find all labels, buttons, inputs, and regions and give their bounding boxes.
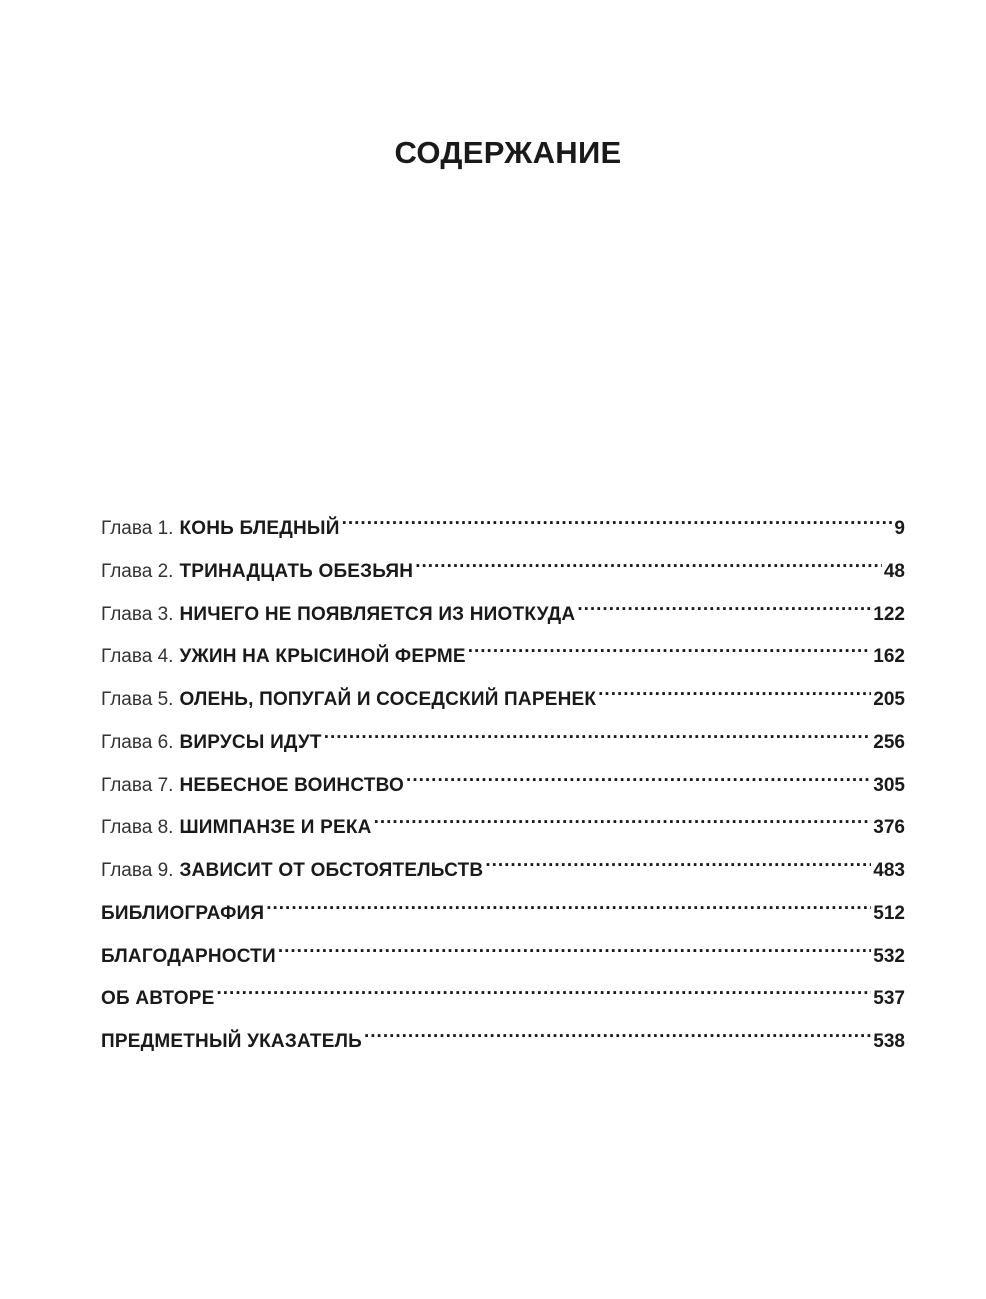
toc-entry-prefix: Глава 3. [101, 603, 174, 625]
toc-entry-title: ОЛЕНЬ, ПОПУГАЙ И СОСЕДСКИЙ ПАРЕНЕК [179, 689, 597, 710]
toc-entry-title: ВИРУСЫ ИДУТ [179, 731, 322, 753]
toc-entry-page-number: 305 [873, 774, 905, 796]
toc-entry-title: УЖИН НА КРЫСИНОЙ ФЕРМЕ [179, 646, 466, 668]
toc-dot-leader [364, 1013, 871, 1047]
toc-entry-prefix: Глава 5. [101, 689, 174, 710]
toc-entry-title: НИЧЕГО НЕ ПОЯВЛЯЕТСЯ ИЗ НИОТКУДА [179, 603, 576, 625]
toc-entry-page-number: 532 [873, 945, 905, 967]
toc-entry-chapter-4[interactable] [101, 628, 905, 671]
toc-entry-prefix: Глава 4. [101, 646, 174, 668]
toc-entry-chapter-6[interactable] [101, 714, 905, 757]
toc-entry-page-number: 256 [873, 731, 905, 753]
toc-entry-page-number: 122 [873, 603, 905, 625]
toc-dot-leader [217, 970, 872, 1004]
toc-entry-page-number: 48 [883, 560, 905, 582]
toc-dot-leader [374, 799, 872, 833]
toc-dot-leader [324, 714, 872, 748]
toc-entry-prefix: Глава 8. [101, 817, 174, 839]
toc-entry-title: ПРЕДМЕТНЫЙ УКАЗАТЕЛЬ [101, 1031, 362, 1052]
toc-entry-chapter-7[interactable] [101, 757, 905, 800]
toc-entry-page-number: 483 [873, 860, 905, 881]
toc-entry-prefix: Глава 9. [101, 860, 174, 881]
page-title: СОДЕРЖАНИЕ [394, 135, 622, 170]
toc-entry-chapter-8[interactable] [101, 799, 905, 842]
toc-entry-prefix: Глава 7. [101, 774, 174, 796]
table-of-contents [101, 500, 905, 1056]
toc-entry-title: НЕБЕСНОЕ ВОИНСТВО [179, 774, 405, 796]
toc-entry-title: ОБ АВТОРЕ [101, 988, 215, 1010]
toc-entry-page-number: 376 [873, 817, 905, 839]
toc-dot-leader [468, 628, 872, 662]
toc-entry-bibliography[interactable] [101, 885, 905, 928]
toc-dot-leader [577, 586, 871, 620]
toc-entry-chapter-5[interactable] [101, 671, 905, 714]
toc-entry-subject-index[interactable] [101, 1013, 905, 1056]
toc-entry-prefix: Глава 2. [101, 560, 174, 582]
toc-entry-about-author[interactable] [101, 970, 905, 1013]
toc-entry-chapter-2[interactable] [101, 543, 905, 586]
toc-dot-leader [406, 757, 871, 791]
toc-dot-leader [266, 885, 871, 919]
toc-entry-title: ТРИНАДЦАТЬ ОБЕЗЬЯН [179, 560, 414, 582]
toc-entry-acknowledgements[interactable] [101, 928, 905, 971]
toc-entry-prefix: Глава 6. [101, 731, 174, 753]
toc-entry-title: КОНЬ БЛЕДНЫЙ [179, 518, 340, 539]
toc-dot-leader [598, 671, 871, 705]
toc-entry-title: БЛАГОДАРНОСТИ [101, 945, 276, 967]
toc-dot-leader [278, 928, 871, 962]
toc-entry-prefix: Глава 1. [101, 518, 174, 539]
toc-dot-leader [342, 500, 893, 534]
toc-entry-page-number: 9 [894, 518, 905, 539]
toc-entry-title: ШИМПАНЗЕ И РЕКА [179, 817, 372, 839]
toc-entry-page-number: 205 [873, 689, 905, 710]
toc-entry-chapter-9[interactable] [101, 842, 905, 885]
toc-entry-title: БИБЛИОГРАФИЯ [101, 902, 265, 924]
toc-entry-page-number: 538 [873, 1031, 905, 1052]
toc-dot-leader [415, 543, 882, 577]
toc-entry-page-number: 512 [873, 902, 905, 924]
toc-entry-page-number: 162 [873, 646, 905, 668]
toc-entry-page-number: 537 [873, 988, 905, 1010]
toc-entry-title: ЗАВИСИТ ОТ ОБСТОЯТЕЛЬСТВ [179, 860, 484, 881]
toc-entry-chapter-3[interactable] [101, 586, 905, 629]
toc-entry-chapter-1[interactable] [101, 500, 905, 543]
toc-dot-leader [485, 842, 871, 876]
